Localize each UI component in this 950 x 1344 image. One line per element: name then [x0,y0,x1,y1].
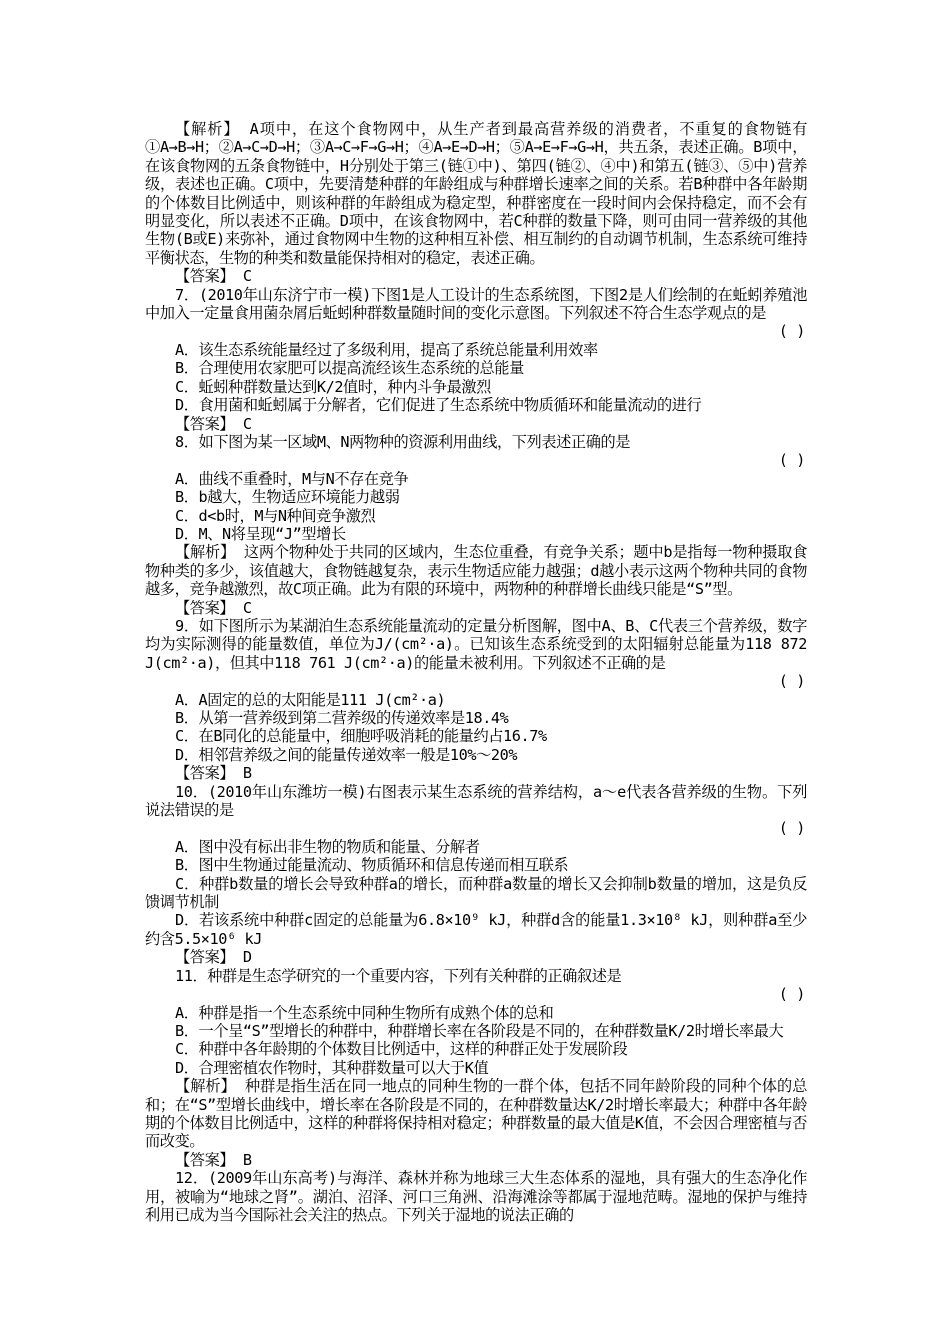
question-8: 8．如下图为某一区域M、N两物种的资源利用曲线，下列表述正确的是 [175,432,631,451]
answer-q7: 【答案】 C [175,414,252,433]
q11-option-b: B．一个呈“S”型增长的种群中，种群增长率在各阶段是不同的，在种群数量K/2时增长率最大 [175,1021,784,1040]
question-10: 10．(2010年山东潍坊一模)右图表示某生态系统的营养结构，a～e代表各营养级的生物。下列说法错误的是 [145,782,807,820]
answer-blank-q10: ( ) [778,819,805,838]
question-9: 9．如下图所示为某湖泊生态系统能量流动的定量分析图解，图中A、B、C代表三个营养级，数字均为实际测得的能量数值，单位为J/(cm²·a)。已知该生态系统受到的太阳辐射总能量为118 872 J(cm²·a)，但其中118 761 J(cm²·a)的能量未被利用。下列叙述不正确的是 [145,616,807,672]
q10-option-a: A．图中没有标出非生物的物质和能量、分解者 [175,837,480,856]
q8-option-a: A．曲线不重叠时，M与N不存在竞争 [175,469,409,488]
q10-option-c: C．种群b数量的增长会导致种群a的增长，而种群a数量的增长又会抑制b数量的增加，这是负反馈调节机制 [145,874,807,912]
q9-option-d: D．相邻营养级之间的能量传递效率一般是10%～20% [175,745,518,764]
q11-option-c: C．种群中各年龄期的个体数目比例适中，这样的种群正处于发展阶段 [175,1040,628,1059]
q7-option-a: A．该生态系统能量经过了多级利用，提高了系统总能量利用效率 [175,340,598,359]
q9-option-a: A．A固定的总的太阳能是111 J(cm²·a) [175,690,446,709]
answer-blank-q9: ( ) [778,672,805,691]
answer-q6: 【答案】 C [175,267,252,286]
q9-option-c: C．在B同化的总能量中，细胞呼吸消耗的能量约占16.7% [175,727,547,746]
answer-q8: 【答案】 C [175,598,252,617]
q10-option-d: D．若该系统中种群c固定的总能量为6.8×10⁹ kJ，种群d含的能量1.3×10⁸ kJ，则种群a至少约含5.5×10⁶ kJ [145,911,807,948]
analysis-q8: 【解析】 这两个物种处于共同的区域内，生态位重叠，有竞争关系；题中b是指每一物种摄取食物种类的多少，该值越大，食物链越复杂，表示生物适应能力越强；d越小表示这两个物种共同的食物越多，竞争越激烈，故C项正确。此为有限的环境中，两物种的种群增长曲线只能是“S”型。 [145,543,807,599]
answer-blank-q8: ( ) [778,451,805,470]
q11-option-a: A．种群是指一个生态系统中同种生物所有成熟个体的总和 [175,1003,554,1022]
answer-q11: 【答案】 B [175,1150,252,1169]
q11-option-d: D．合理密植农作物时，其种群数量可以大于K值 [175,1058,489,1077]
question-7: 7．(2010年山东济宁市一模)下图1是人工设计的生态系统图，下图2是人们绘制的在蚯蚓养殖池中加入一定量食用菌杂屑后蚯蚓种群数量随时间的变化示意图。下列叙述不符合生态学观点的是 [145,285,807,323]
q8-option-b: B．b越大，生物适应环境能力越弱 [175,488,400,507]
answer-blank-q7: ( ) [778,322,805,341]
q7-option-c: C．蚯蚓种群数量达到K/2值时，种内斗争最激烈 [175,377,491,396]
q9-option-b: B．从第一营养级到第二营养级的传递效率是18.4% [175,709,509,727]
question-11: 11．种群是生态学研究的一个重要内容，下列有关种群的正确叙述是 [175,966,622,985]
analysis-q6: 【解析】 A项中，在这个食物网中，从生产者到最高营养级的消费者，不重复的食物链有①A→B→H；②A→C→D→H；③A→C→F→G→H；④A→E→D→H；⑤A→E→F→G→H，共五条，表述正确。B项中，在该食物网的五条食物链中，H分别处于第三(链①中)、第四(链②、④中)和第五(链③、⑤中)营养级，表述也正确。C项中，先要清楚种群的年龄组成与种群增长速率之间的关系。若B种群中各年龄期的个体数目比例适中，则该种群的年龄组成为稳定型，种群密度在一段时间内会保持稳定，而不会有明显变化，所以表述不正确。D项中，在该食物网中，若C种群的数量下降，则可由同一营养级的其他生物(B或E)来弥补，通过食物网中生物的这种相互补偿、相互制约的自动调节机制，生态系统可维持平衡状态，生物的种类和数量能保持相对的稳定，表述正确。 [145,120,807,267]
q7-option-b: B．合理使用农家肥可以提高流经该生态系统的总能量 [175,359,524,378]
answer-blank-q11: ( ) [778,985,805,1004]
analysis-q11: 【解析】 种群是指生活在同一地点的同种生物的一群个体，包括不同年龄阶段的同种个体的总和；在“S”型增长曲线中，增长率在各阶段是不同的，在种群数量达K/2时增长率最大；种群中各年龄期的个体数目比例适中，这样的种群将保持相对稳定；种群数量的最大值是K值，不会因合理密植与否而改变。 [145,1077,807,1151]
answer-q10: 【答案】 D [175,948,252,967]
q7-option-d: D．食用菌和蚯蚓属于分解者，它们促进了生态系统中物质循环和能量流动的进行 [175,396,702,415]
question-12: 12．(2009年山东高考)与海洋、森林并称为地球三大生态体系的湿地，具有强大的生态净化作用，被喻为“地球之肾”。湖泊、沼泽、河口三角洲、沿海滩涂等都属于湿地范畴。湿地的保护与维持利用已成为当今国际社会关注的热点。下列关于湿地的说法正确的 [145,1169,807,1224]
answer-q9: 【答案】 B [175,764,252,783]
q8-option-c: C．d<b时，M与N种间竞争激烈 [175,506,376,525]
q10-option-b: B．图中生物通过能量流动、物质循环和信息传递而相互联系 [175,856,569,875]
document-page [145,120,807,1224]
q8-option-d: D．M、N将呈现“J”型增长 [175,524,346,543]
